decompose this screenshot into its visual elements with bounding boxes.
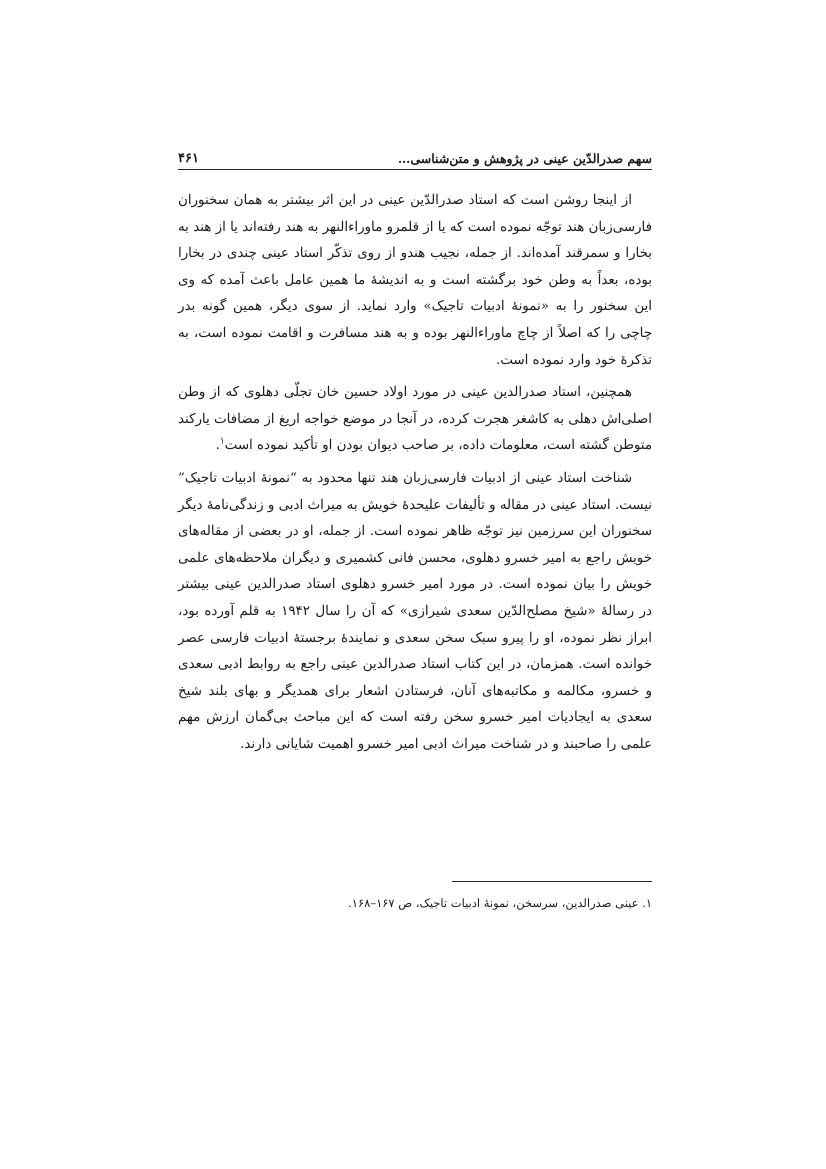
running-header [178,140,652,170]
page-number: ۴۶۱ [178,151,199,166]
paragraph-3: شناخت استاد عینی از ادبیات فارسی‌زبان هند تنها محدود به “نمونهٔ ادبیات تاجیک” نیست. استاد عینی در مقاله و تألیفات علیحدهٔ خویش به میراث ادبی و زندگی‌نامهٔ دیگر سخنوران این سرزمین نیز توجّه ظاهر نموده است. از جمله، او در بعضی از مقاله‌های خویش راجع به امیر خسرو دهلوی، محسن فانی کشمیری و دیگران ملاحظه‌های علمی خویش را بیان نموده است. در مورد امیر خسرو دهلوی استاد صدرالدین عینی بیشتر در رسالهٔ «شیخ مصلح‌الدّین سعدی شیرازی» که آن را سال ۱۹۴۲ به قلم آورده بود، ابراز نظر نموده، او را پیرو سبک سخن سعدی و نمایندهٔ برجستهٔ ادبیات فارسی عصر خوانده است. همزمان، در این کتاب استاد صدرالدین عینی راجع به روابط ادبی سعدی و خسرو، مکالمه و مکاتبه‌های آنان، فرستادن اشعار برای همدیگر و بهای بلند شیخ سعدی به ایجادیات امیر خسرو سخن رفته است که این مباحث بی‌گمان ارزش مهم علمی را صاحبند و در شناخت میراث ادبی امیر خسرو اهمیت شایانی دارند. [178,470,652,752]
footnote-divider [452,881,652,882]
footnote: ۱. عینی صدرالدین، سرسخن، نمونهٔ ادبیات تاجیک، ص ۱۶۷–۱۶۸. [348,896,652,910]
paragraph-1: از اینجا روشن است که استاد صدرالدّین عینی در این اثر بیشتر به همان سخنوران فارسی‌زبان هند توجّه نموده است که یا از قلمرو ماوراءالنهر به هند رفته‌اند یا از هند به بخارا و سمرقند آمده‌اند. از جمله، نجیب هندو از روی تذکّر استاد عینی چندی در بخارا بوده، بعداً به وطن خود برگشته است و به اندیشهٔ ما همین عامل باعث آمده که وی این سخنور را به «نمونهٔ ادبیات تاجیک» وارد نماید. از سوی دیگر، همین گونه بدر چاچی را که اصلاً از چاچ ماوراءالنهر بوده و به هند مسافرت و اقامت نموده است، به تذکرهٔ خود وارد نموده است. [178,193,652,368]
paragraph-2: همچنین، استاد صدرالدین عینی در مورد اولاد حسین خان تجلّی دهلوی که از وطن اصلی‌اش دهلی به کاشغر هجرت کرده، در آنجا در موضع خواجه اریغ از مضافات یارکند متوطن گشته است، معلومات داده، بر صاحب دیوان بودن او تأکید نموده است$^۱$. [178,385,652,454]
body-text [178,188,652,764]
running-title: سهم صدرالدّین عینی در پژوهش و متن‌شناسی… [397,151,652,166]
footnote-marker: ۱ [219,436,225,447]
paragraph-2-text: همچنین، استاد صدرالدین عینی در مورد اولاد حسین خان تجلّی دهلوی که از وطن اصلی‌اش دهلی به کاشغر هجرت کرده، در آنجا در موضع خواجه اریغ از مضافات یارکند متوطن گشته است، معلومات داده، بر صاحب دیوان بودن او تأکید نموده است [178,385,652,454]
